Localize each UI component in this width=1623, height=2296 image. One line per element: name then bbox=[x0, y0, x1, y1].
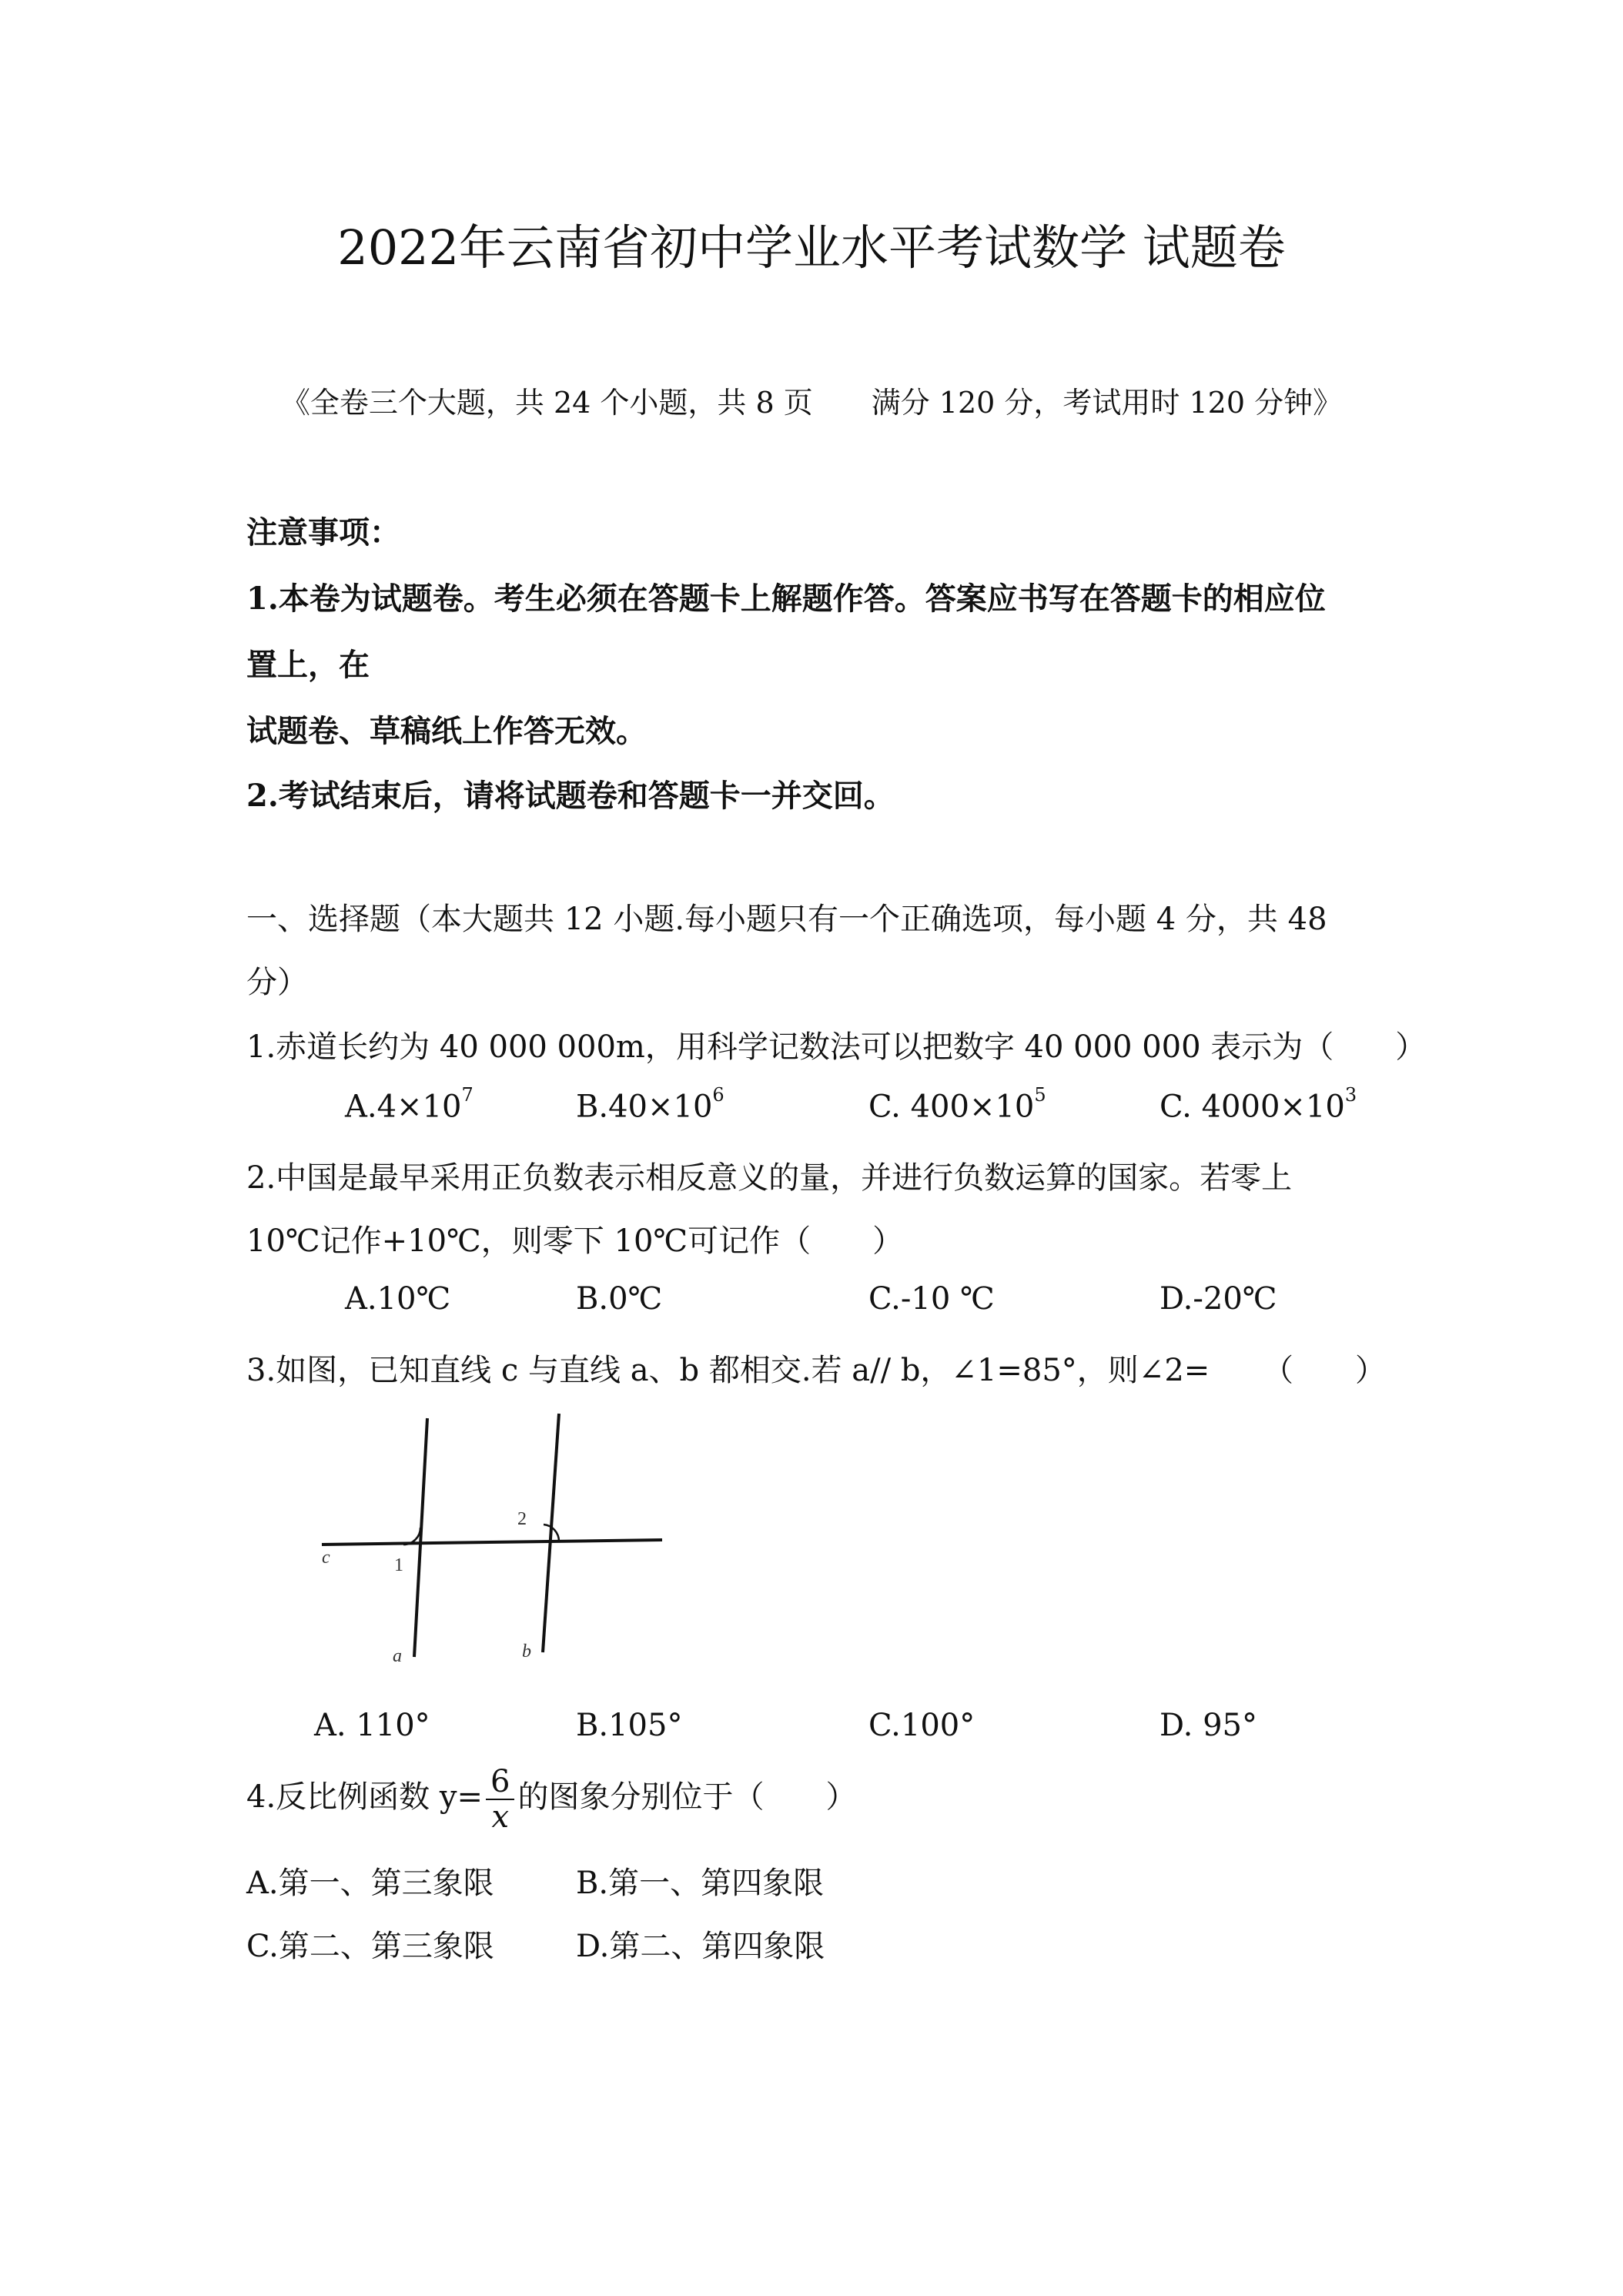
label-b: b bbox=[522, 1642, 531, 1662]
notice-item1-line3: 试题卷、草稿纸上作答无效。 bbox=[246, 713, 647, 749]
q3-option-b: B.105° bbox=[576, 1708, 683, 1743]
q2-line2: 10℃记作+10℃，则零下 10℃可记作（ ） bbox=[246, 1223, 904, 1259]
q1-option-b: $B.40\times 10^6$ bbox=[576, 1084, 724, 1125]
exam-info: 《全卷三个大题，共 24 个小题，共 8 页 满分 120 分，考试用时 120 分钟》 bbox=[280, 386, 1343, 420]
q4-suffix: 的图象分别位于（ ） bbox=[517, 1779, 857, 1815]
q1-text: 1.赤道长约为 40 000 000m，用科学记数法可以把数字 40 000 000 表示为（ ） bbox=[246, 1029, 1427, 1065]
section1-line1: 一、选择题（本大题共 12 小题.每小题只有一个正确选项，每小题 4 分，共 48 bbox=[246, 902, 1327, 937]
q3-option-a: A. 110° bbox=[314, 1708, 430, 1743]
label-c: c bbox=[322, 1548, 330, 1568]
section1-line2: 分） bbox=[246, 965, 308, 1000]
q3-option-c: C.100° bbox=[868, 1708, 975, 1743]
q4-prefix: 4.反比例函数 y= bbox=[246, 1779, 483, 1815]
q2-option-b: B.0℃ bbox=[576, 1281, 663, 1317]
q1-option-d: C. $4000\times 10^3$ bbox=[1160, 1084, 1357, 1125]
q2-option-c: C.-10 ℃ bbox=[868, 1281, 995, 1317]
notice-item1-line2: 置上，在 bbox=[246, 647, 370, 683]
parallel-lines-figure bbox=[308, 1409, 678, 1671]
q2-option-d: D.-20℃ bbox=[1160, 1281, 1277, 1317]
label-2: 2 bbox=[517, 1509, 527, 1529]
q2-line1: 2.中国是最早采用正负数表示相反意义的量，并进行负数运算的国家。若零上 bbox=[246, 1160, 1293, 1196]
q4-option-c: C.第二、第三象限 bbox=[246, 1929, 494, 1964]
q3-option-d: D. 95° bbox=[1160, 1708, 1257, 1743]
label-1: 1 bbox=[394, 1555, 403, 1575]
q4-text bbox=[246, 1765, 856, 1834]
q4-option-a: A.第一、第三象限 bbox=[246, 1866, 494, 1901]
label-a: a bbox=[393, 1646, 402, 1666]
q3-text: 3.如图，已知直线 c 与直线 a、b 都相交.若 a// b，∠1=85°，则∠2= bbox=[246, 1353, 1210, 1388]
line-c bbox=[322, 1540, 662, 1545]
q4-numerator: 6 bbox=[486, 1765, 514, 1800]
notice-heading: 注意事项： bbox=[246, 514, 400, 551]
q4-option-b: B.第一、第四象限 bbox=[576, 1866, 825, 1901]
q3-answer-paren: （ ） bbox=[1263, 1353, 1386, 1388]
q1-option-c: C. $400\times 10^5$ bbox=[868, 1084, 1046, 1125]
q1-option-a: $A.4\times 10^7$ bbox=[345, 1084, 474, 1125]
notice-item1-line1: 1.本卷为试题卷。考生必须在答题卡上解题作答。答案应书写在答题卡的相应位 bbox=[246, 581, 1326, 617]
q2-option-a: A.10℃ bbox=[345, 1281, 451, 1317]
notice-item2: 2.考试结束后，请将试题卷和答题卡一并交回。 bbox=[246, 778, 895, 814]
q4-denominator: x bbox=[491, 1799, 509, 1835]
exam-title: 2022年云南省初中学业水平考试数学 试题卷 bbox=[337, 219, 1286, 276]
q4-option-d: D.第二、第四象限 bbox=[576, 1929, 825, 1964]
q4-fraction bbox=[486, 1765, 514, 1834]
